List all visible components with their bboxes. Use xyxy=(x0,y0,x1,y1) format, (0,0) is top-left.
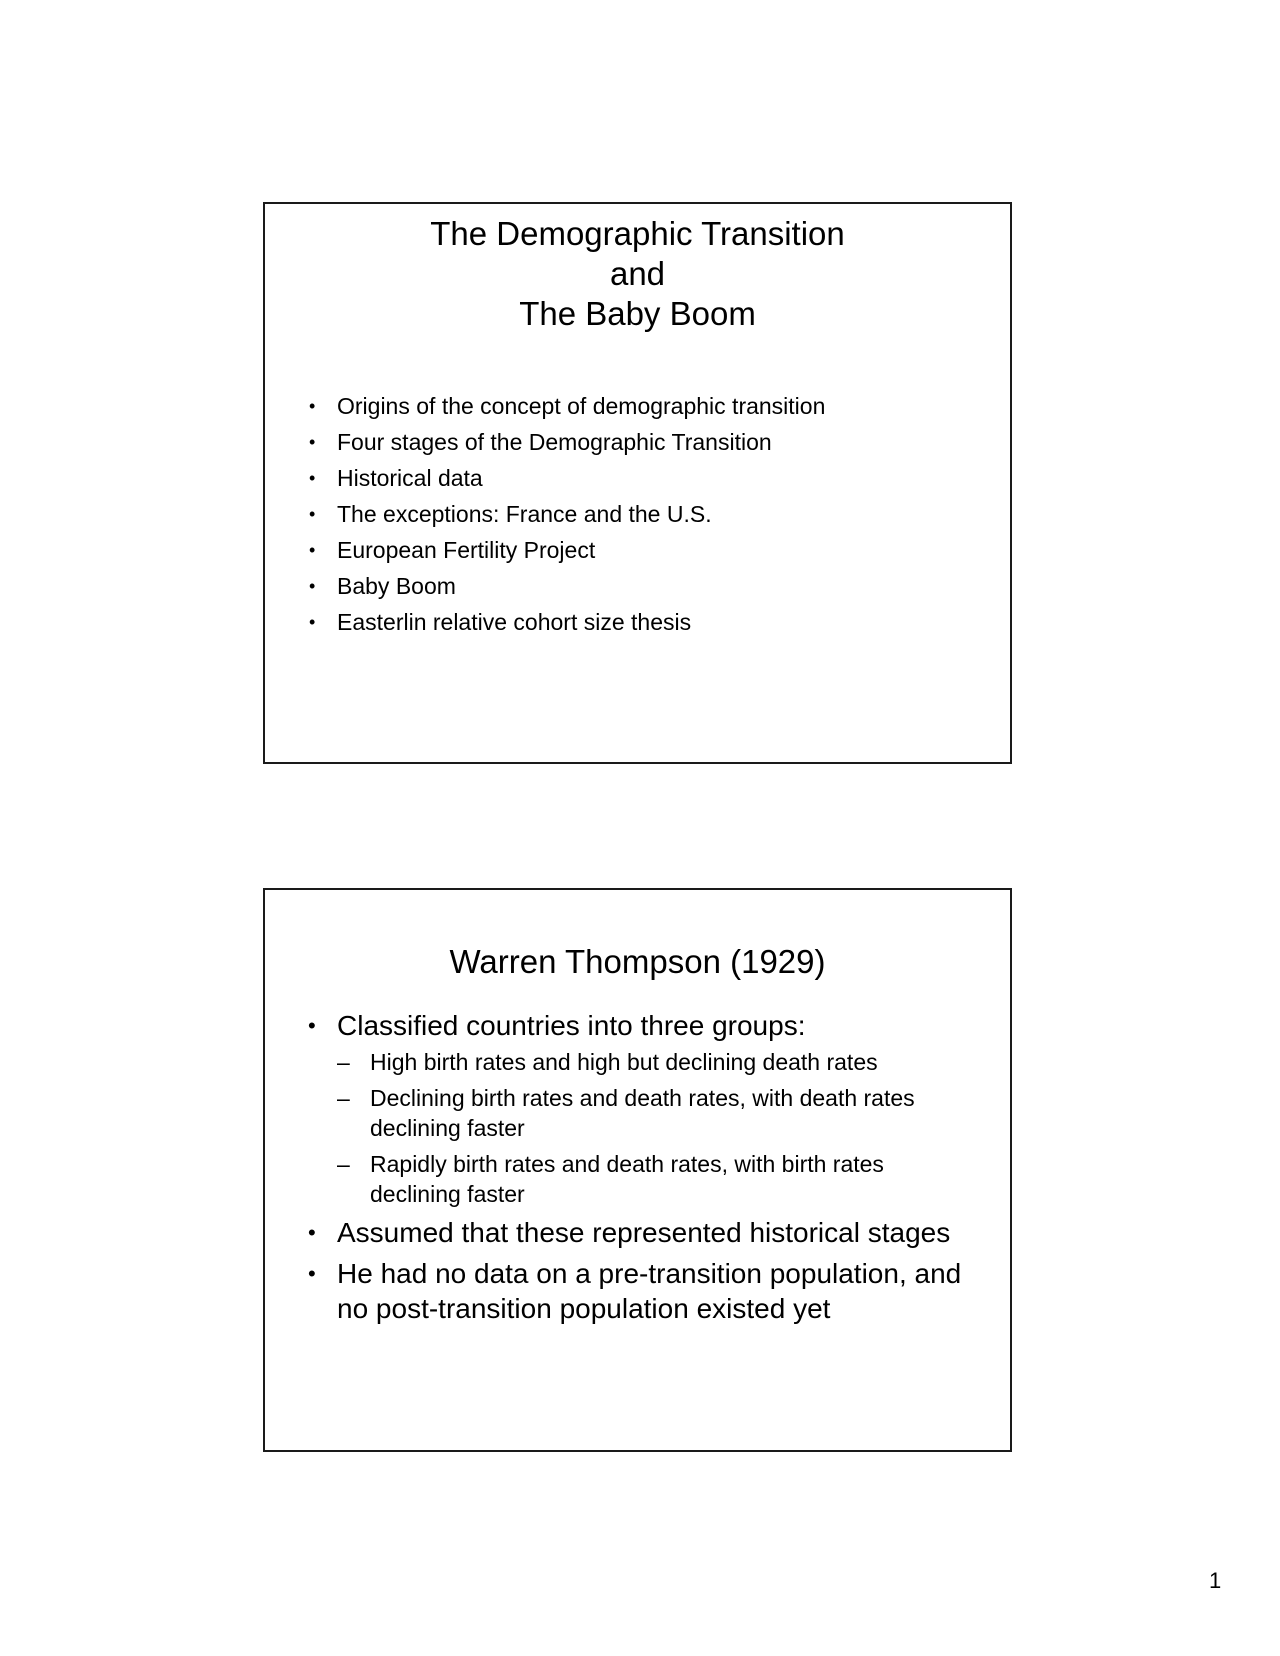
dash-icon: – xyxy=(337,1049,350,1075)
sub-bullet-text: Rapidly birth rates and death rates, with birth rates declining faster xyxy=(370,1151,884,1207)
title-line: and xyxy=(609,255,666,292)
bullet-item xyxy=(265,388,1010,424)
slide-1 xyxy=(263,202,1012,764)
bullet-icon: • xyxy=(309,576,316,596)
bullet-text: Origins of the concept of demographic transition xyxy=(337,393,826,419)
bullet-icon: • xyxy=(308,1013,316,1038)
bullet-item xyxy=(265,1008,1010,1209)
sub-bullet-text: High birth rates and high but declining death rates xyxy=(370,1049,878,1075)
slide-title xyxy=(265,214,1010,334)
bullet-text: Historical data xyxy=(337,465,483,491)
bullet-list xyxy=(265,1008,1010,1332)
bullet-text: Four stages of the Demographic Transition xyxy=(337,429,772,455)
bullet-item xyxy=(265,424,1010,460)
bullet-icon: • xyxy=(309,612,316,632)
bullet-icon: • xyxy=(308,1261,316,1286)
bullet-icon: • xyxy=(309,540,316,560)
bullet-icon: • xyxy=(309,396,316,416)
bullet-text: Easterlin relative cohort size thesis xyxy=(337,609,692,635)
sub-bullet-text: Declining birth rates and death rates, with death rates declining faster xyxy=(370,1085,915,1141)
bullet-text: The exceptions: France and the U.S. xyxy=(337,501,712,527)
title-line: Warren Thompson (1929) xyxy=(449,943,826,980)
bullet-item xyxy=(265,460,1010,496)
slide-2 xyxy=(263,888,1012,1452)
bullet-item xyxy=(265,1256,1010,1326)
bullet-text: European Fertility Project xyxy=(337,537,596,563)
bullet-text: Baby Boom xyxy=(337,573,456,599)
bullet-icon: • xyxy=(309,504,316,524)
bullet-text: Assumed that these represented historical stages xyxy=(337,1217,951,1248)
dash-icon: – xyxy=(337,1151,350,1177)
bullet-item xyxy=(265,532,1010,568)
title-line: The Baby Boom xyxy=(519,295,756,332)
bullet-item xyxy=(265,568,1010,604)
bullet-item xyxy=(265,1215,1010,1250)
bullet-item xyxy=(265,496,1010,532)
dash-icon: – xyxy=(337,1085,350,1111)
bullet-text: Classified countries into three groups: xyxy=(337,1010,806,1041)
bullet-icon: • xyxy=(309,468,316,488)
sub-bullet-item xyxy=(337,1149,970,1209)
page-number: 1 xyxy=(1209,1568,1222,1593)
bullet-icon: • xyxy=(308,1220,316,1245)
bullet-list xyxy=(265,388,1010,640)
bullet-icon: • xyxy=(309,432,316,452)
bullet-text: He had no data on a pre-transition population, and no post-transition population existed yet xyxy=(337,1258,962,1324)
sub-bullet-item xyxy=(337,1047,970,1077)
slide-title xyxy=(265,942,1010,982)
bullet-item xyxy=(265,604,1010,640)
sub-bullet-list xyxy=(337,1047,970,1209)
sub-bullet-item xyxy=(337,1083,970,1143)
title-line: The Demographic Transition xyxy=(430,215,845,252)
